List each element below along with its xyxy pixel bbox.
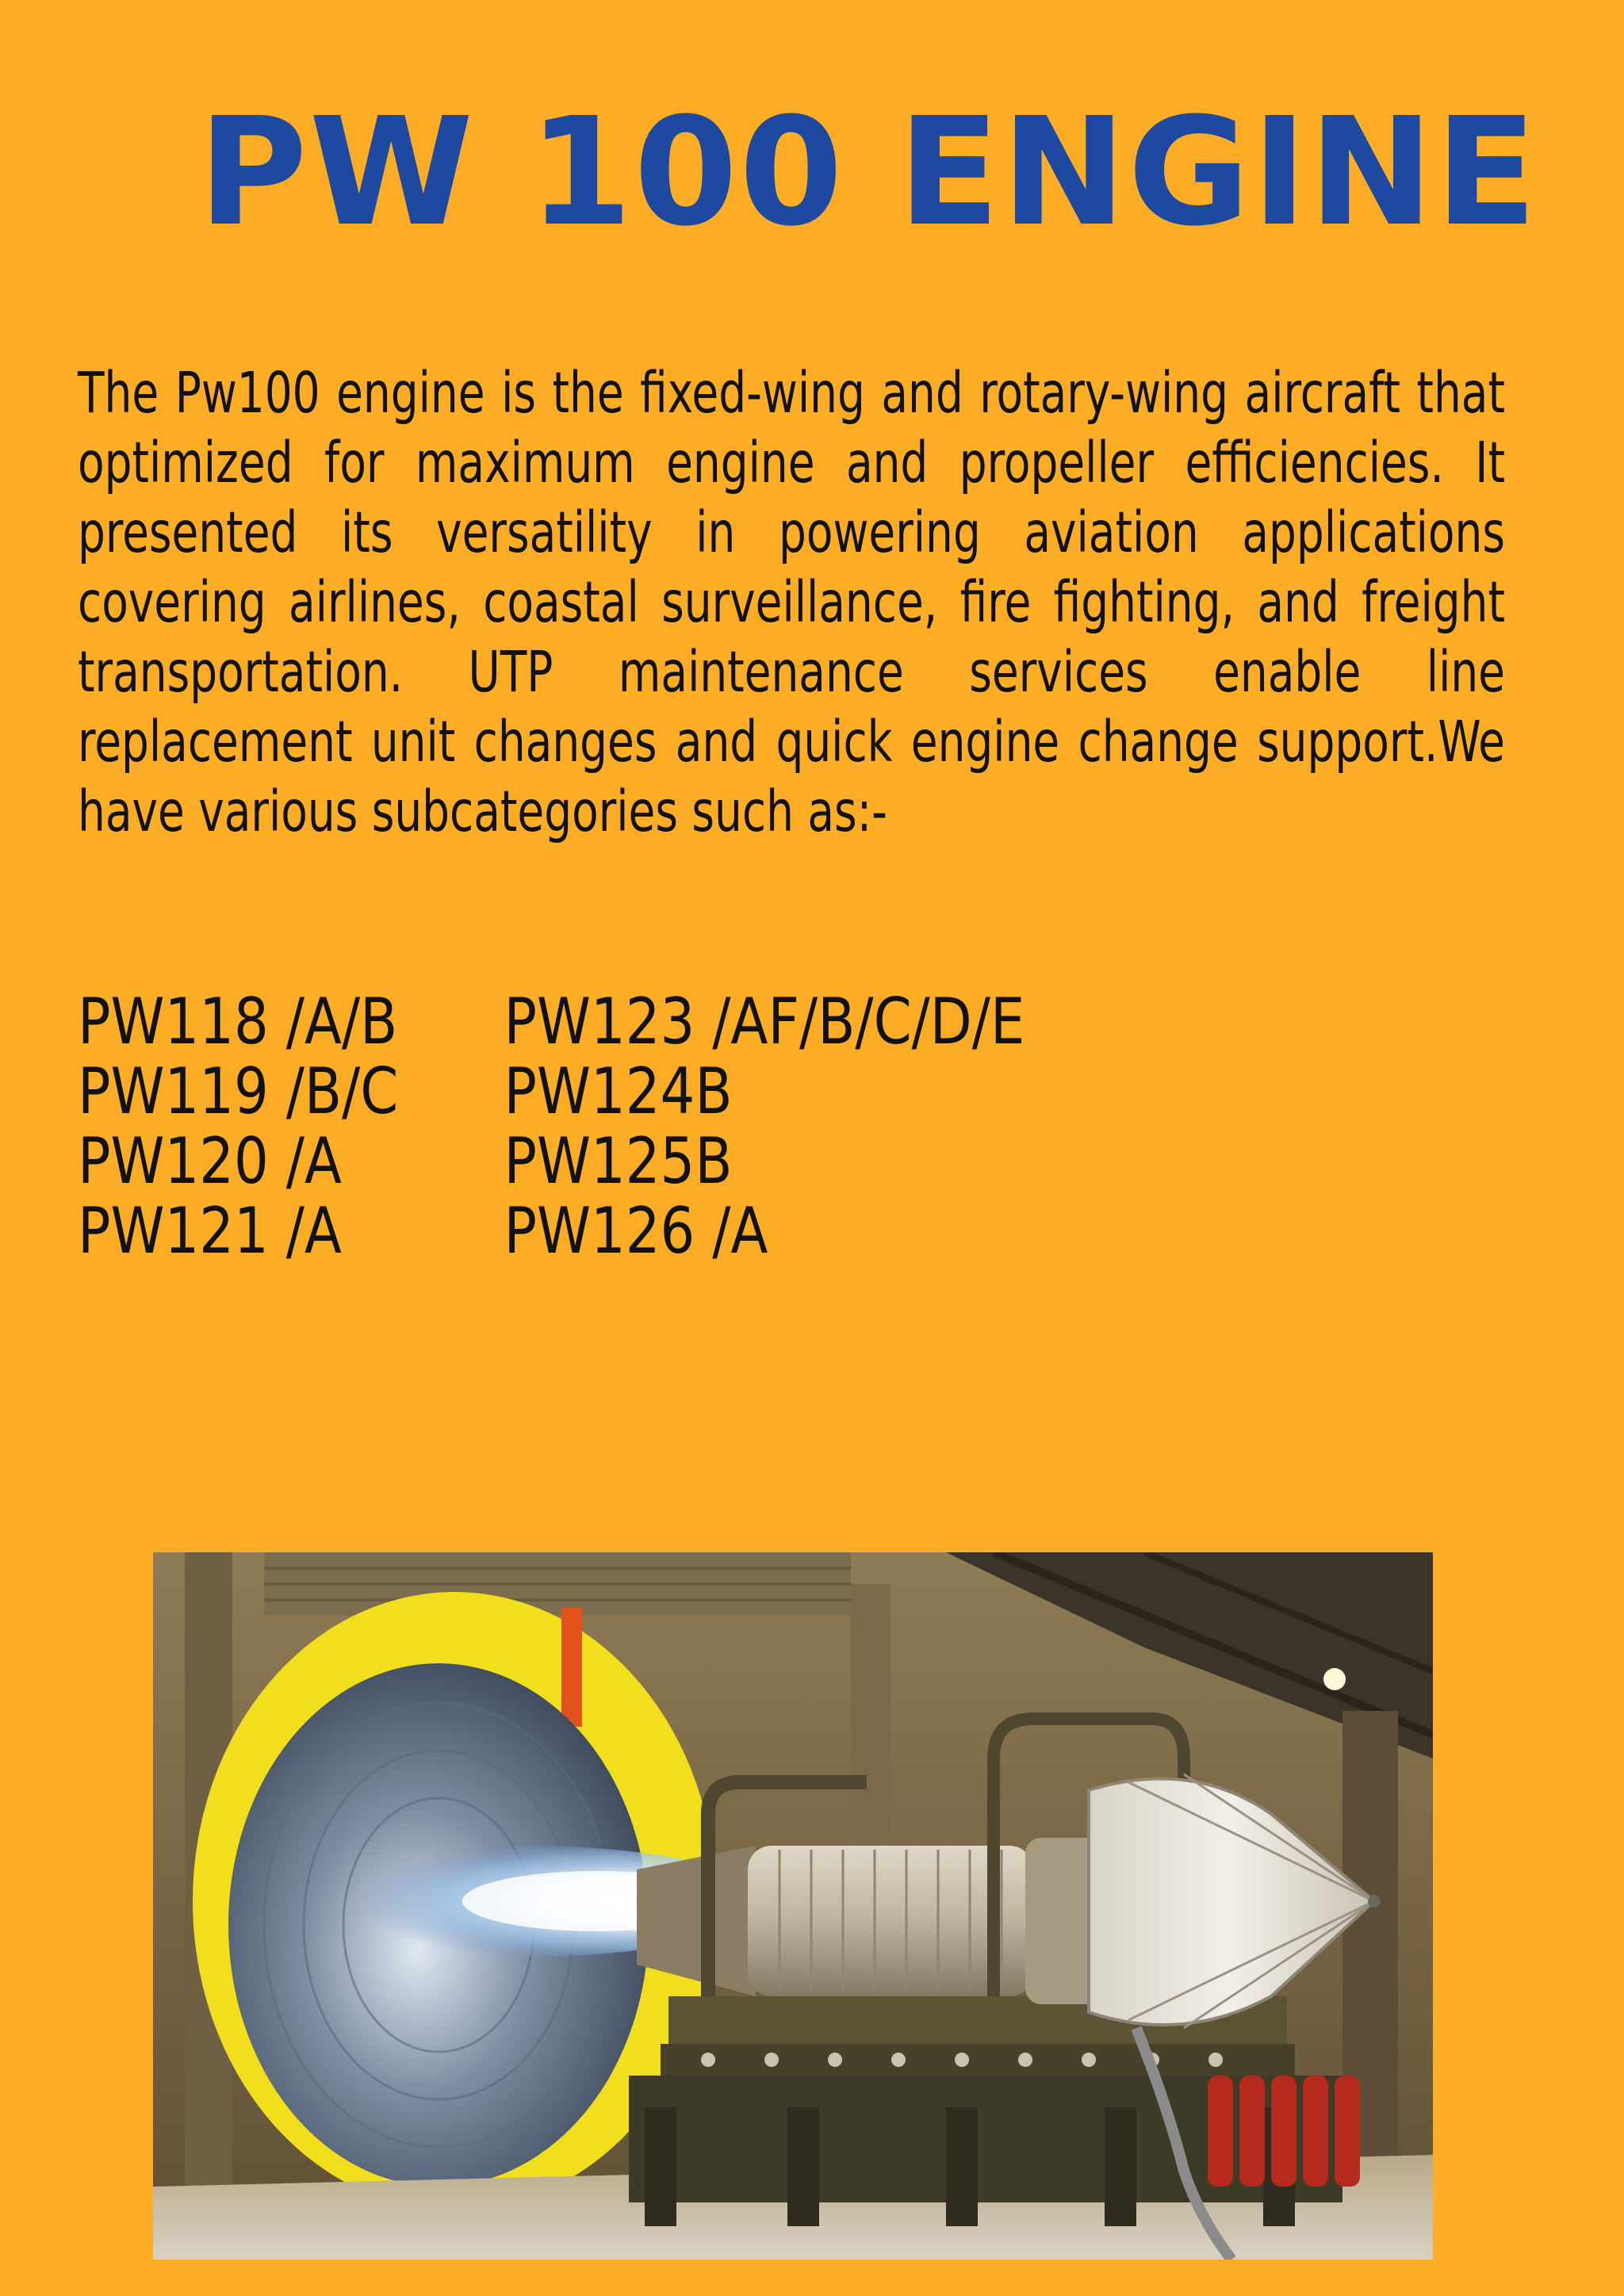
list-item xyxy=(78,1196,1025,1266)
subcategory-right: PW124B xyxy=(504,1054,733,1128)
subcategory-left: PW119 /B/C xyxy=(78,1054,399,1128)
page-title: PW 100 ENGINE xyxy=(197,86,1539,259)
list-item xyxy=(78,987,1025,1057)
subcategory-left: PW118 /A/B xyxy=(78,985,398,1058)
subcategory-left: PW120 /A xyxy=(78,1124,342,1198)
subcategory-right: PW123 /AF/B/C/D/E xyxy=(504,985,1025,1058)
engine-test-cell-illustration xyxy=(153,1552,1433,2260)
subcategory-left: PW121 /A xyxy=(78,1194,342,1268)
description-paragraph: The Pw100 engine is the fixed-wing and rotary-wing aircraft that optimized for maximum engine and propeller efficiencies. It presented its versatility in powering aviation applications covering airlines, coastal surveillance, fire fighting, and freight transportation. UTP maintenance services enable line replacement unit changes and quick engine change support.We have various subcategories such as:- xyxy=(78,360,1505,844)
list-item xyxy=(78,1124,1025,1198)
list-item xyxy=(78,1054,1025,1128)
subcategory-right: PW125B xyxy=(504,1124,733,1198)
subcategory-right: PW126 /A xyxy=(504,1194,768,1268)
subcategory-list xyxy=(78,987,1025,1266)
engine-test-photo xyxy=(153,1552,1433,2260)
